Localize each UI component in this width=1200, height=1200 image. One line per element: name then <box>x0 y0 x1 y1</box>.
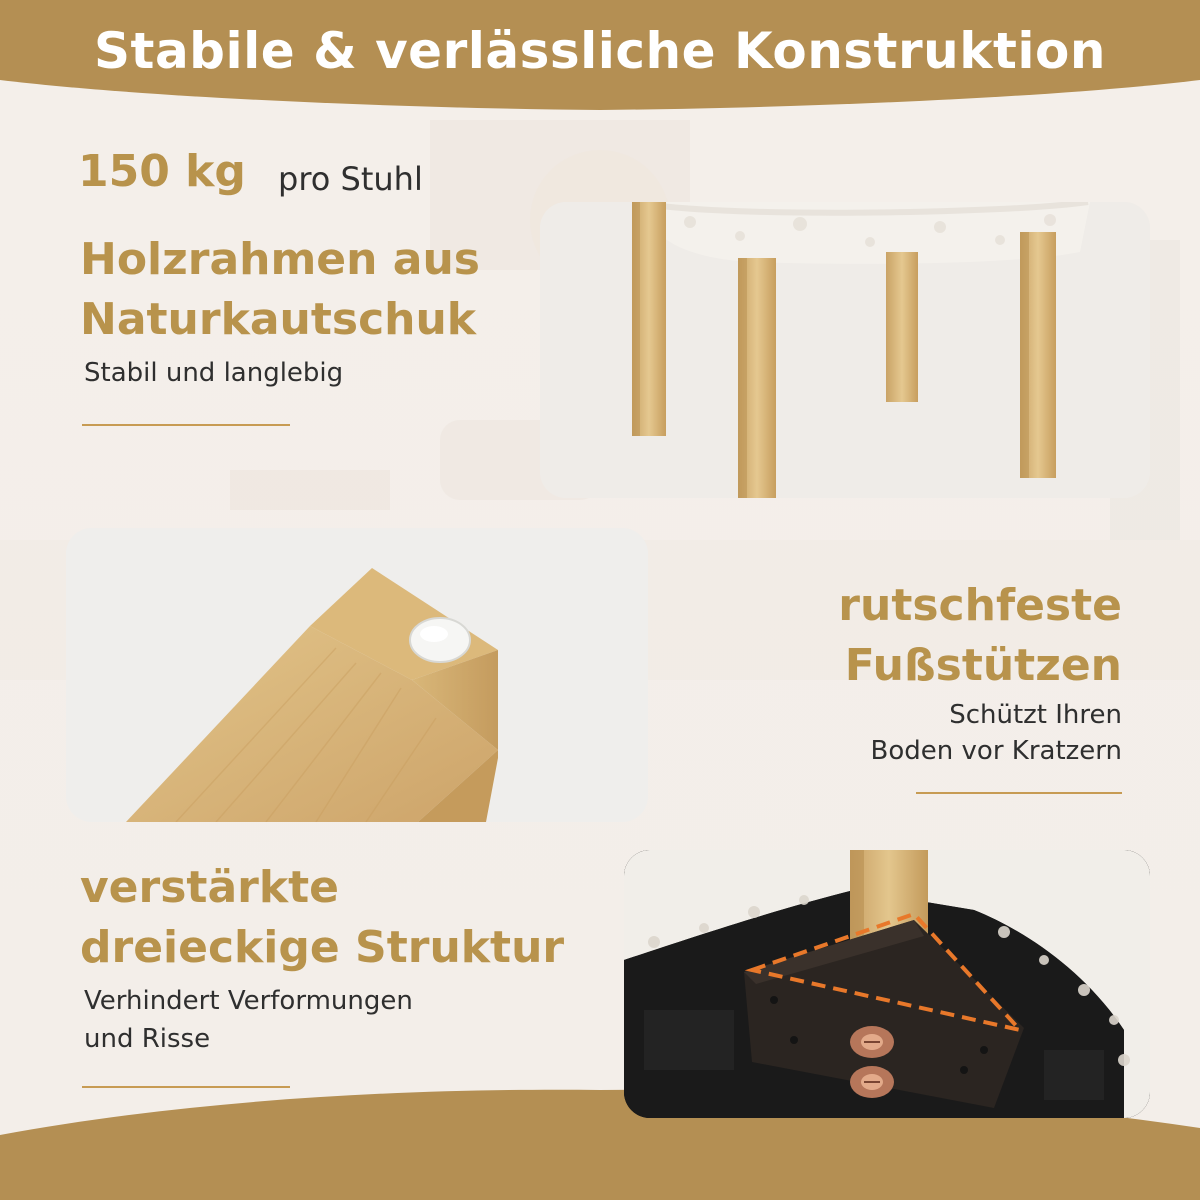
feature-structure-heading-line2: dreieckige Struktur <box>80 922 565 973</box>
feature-feet-divider <box>916 792 1122 794</box>
capacity-value: 150 kg <box>78 146 246 197</box>
leg-foot-pad-photo <box>66 528 648 822</box>
feature-wood-heading-line1: Holzrahmen aus <box>80 234 480 285</box>
feature-wood-divider <box>82 424 290 426</box>
feature-structure-description-line1: Verhindert Verformungen <box>84 986 413 1016</box>
feature-feet-heading-line2: Fußstützen <box>844 640 1122 691</box>
triangle-bracket-photo <box>624 850 1150 1118</box>
chair-legs-photo <box>540 202 1150 498</box>
banner-title: Stabile & verlässliche Konstruktion <box>94 22 1106 80</box>
feature-structure-divider <box>82 1086 290 1088</box>
feature-feet-heading-line1: rutschfeste <box>838 580 1122 631</box>
feature-structure-heading-line1: verstärkte <box>80 862 339 913</box>
feature-wood-heading-line2: Naturkautschuk <box>80 294 477 345</box>
feature-wood-description: Stabil und langlebig <box>84 358 344 388</box>
feature-feet-description-line1: Schützt Ihren <box>949 700 1122 730</box>
feature-structure-description-line2: und Risse <box>84 1024 211 1054</box>
capacity-unit-text: pro Stuhl <box>278 160 423 198</box>
feature-feet-description-line2: Boden vor Kratzern <box>870 736 1122 766</box>
